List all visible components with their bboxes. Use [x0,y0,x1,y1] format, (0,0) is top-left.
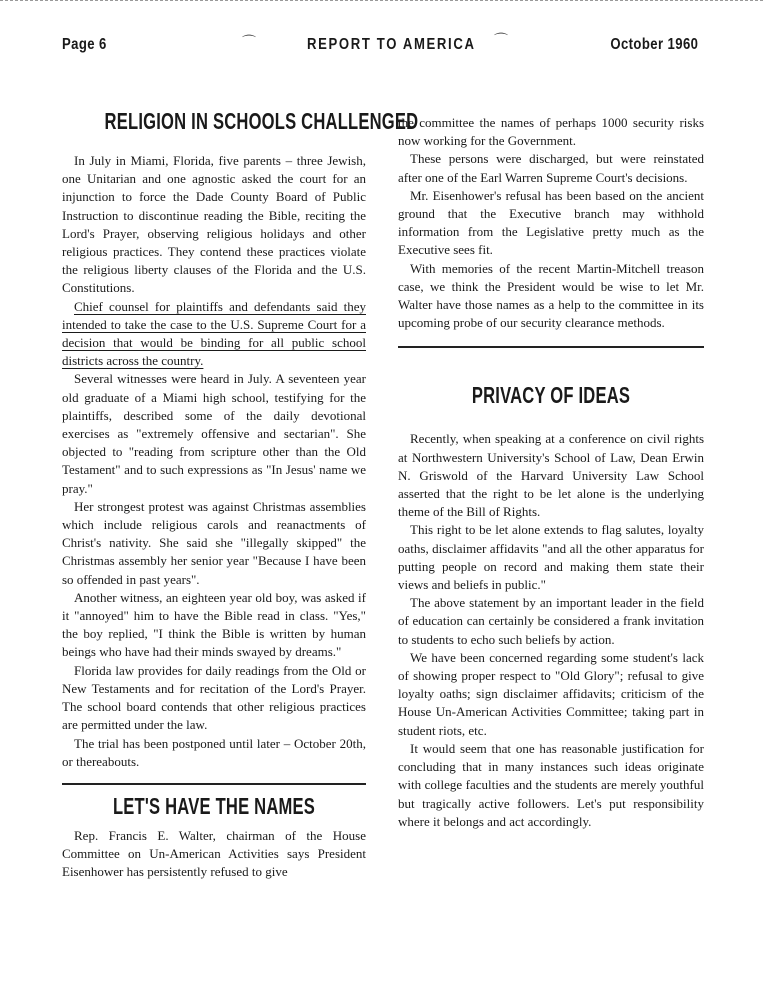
article-lets-have-the-names [62,827,366,882]
paragraph: Rep. Francis E. Walter, chairman of the House Committee on Un-American Activities says President Eisenhower has persistently refused to give [62,827,366,880]
right-column [398,114,704,831]
paragraph: Recently, when speaking at a conference on civil rights at Northwestern University's School of Law, Dean Erwin N. Griswold of the Harvard University Law School asserted that the right to be let alone is the underlying theme of the Bill of Rights. [398,431,704,520]
page-header [62,32,712,58]
page-top-edge [0,0,763,9]
eagle-mark-left-icon: ⌒ [242,34,257,50]
paragraph-underlined: Chief counsel for plaintiffs and defendants said they intended to take the case to the U.S. Supreme Court for a decision that would be binding for all public school districts across the country. [62,298,366,369]
paragraph: The trial has been postponed until later – October 20th, or thereabouts. [62,735,366,769]
paragraph: Florida law provides for daily readings from the Old or New Testaments and for recitation of the Lord's Prayer. The school board contends that other religious practices are permitted under the law. [62,662,366,733]
paragraph: The above statement by an important leader in the field of education can certainly be considered a frank invitation to students to echo such beliefs by action. [398,595,704,647]
headline-religion-in-schools: RELIGION IN SCHOOLS CHALLENGED [104,108,419,134]
paragraph: With memories of the recent Martin-Mitchell treason case, we think the President would be wise to let Mr. Walter have those names as a help to the committee in its upcoming probe of our security clearance methods. [398,260,704,331]
paragraph: In July in Miami, Florida, five parents – three Jewish, one Unitarian and one agnostic asked the court for an injunction to force the Dade County Board of Public Instruction to discontinue reading the Bible, reciting the Lord's Prayer, observing religious holidays and other religious practices. They contend these practices violate the religious liberty clauses of the Florida and the U.S. Constitutions. [62,153,366,296]
paragraph: Mr. Eisenhower's refusal has been based on the ancient ground that the Executive branch may withhold information from the Legislative pretty much as the Executive sees fit. [398,187,704,258]
article-lets-have-the-names-continued [398,114,704,332]
paragraph: We have been concerned regarding some student's lack of showing proper respect to "Old Glory"; refusal to give loyalty oaths; sign disclaimer affidavits; criticism of the House Un-American Activities Committee; taking part in student riots, etc. [398,649,704,738]
paragraph: It would seem that one has reasonable justification for concluding that in many instances such ideas originate with college faculties and the students are merely youthful but tragically active followers. Let's put responsibility where it belongs and act accordingly. [398,740,704,829]
section-divider [398,346,704,348]
paragraph: Another witness, an eighteen year old boy, was asked if it "annoyed" him to have the Bible read in class. "Yes," the boy replied, "I think the Bible is written by human beings who have had their minds swayed by dreams." [62,589,366,660]
section-divider [62,783,366,785]
headline-privacy-of-ideas: PRIVACY OF IDEAS [471,382,631,409]
paragraph: the committee the names of perhaps 1000 security risks now working for the Government. [398,115,704,149]
eagle-mark-right-icon: ⌒ [494,32,509,48]
publication-title: REPORT TO AMERICA [307,36,476,53]
article-religion-in-schools [62,152,366,771]
paragraph: Her strongest protest was against Christmas assemblies which include religious carols and reanactments of Christ's nativity. She said she "illegally skipped" the Christmas assembly her senior year "Because I have been so offended in past years". [62,498,366,587]
page-number: Page 6 [62,36,107,53]
paragraph: Several witnesses were heard in July. A seventeen year old graduate of a Miami high school, testifying for the plaintiffs, described some of the daily devotional exercises as "extremely offensive and sectarian". She objected to "reading from scripture other than the Old Testament" and to such expressions as "In Jesus' name we pray." [62,371,366,496]
article-privacy-of-ideas [398,430,704,830]
paragraph: This right to be let alone extends to flag salutes, loyalty oaths, disclaimer affidavits "and all the other apparatus for putting people on record and making them state their views and beliefs in public." [398,522,704,593]
headline-lets-have-the-names: LET'S HAVE THE NAMES [112,792,316,819]
underlined-paragraph [62,298,366,371]
paragraph: These persons were discharged, but were reinstated after one of the Earl Warren Supreme Court's decisions. [398,151,704,185]
left-column [62,108,419,882]
issue-date: October 1960 [609,36,698,53]
